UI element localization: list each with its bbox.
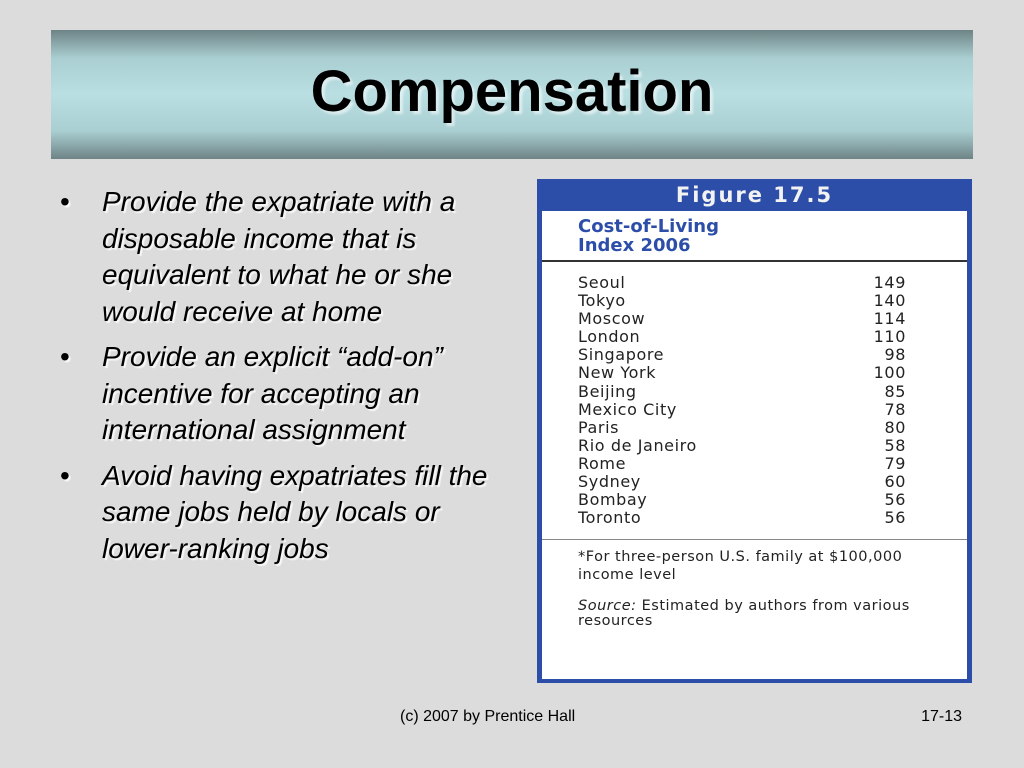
figure-label: Figure 17.5 — [675, 182, 834, 207]
figure-divider — [542, 260, 967, 262]
table-row — [578, 473, 906, 491]
figure-note: *For three-person U.S. family at $100,000 income level — [578, 549, 903, 583]
index-value: 149 — [873, 273, 906, 292]
index-value: 58 — [884, 435, 906, 455]
index-value: 80 — [884, 417, 906, 437]
city-name: New York — [578, 363, 657, 383]
table-row — [578, 455, 906, 473]
index-value: 110 — [873, 327, 906, 347]
city-name: Singapore — [578, 345, 665, 365]
bullet-marker: • — [60, 459, 70, 491]
index-value: 100 — [873, 363, 906, 383]
table-row — [578, 364, 906, 382]
index-value: 85 — [884, 381, 906, 401]
figure-body — [542, 211, 967, 679]
source-label: Source: — [578, 598, 637, 614]
city-name: Tokyo — [578, 291, 626, 311]
index-value: 114 — [873, 309, 906, 329]
source-text: Estimated by authors from various resources — [578, 598, 910, 629]
table-row — [578, 419, 906, 437]
index-value: 60 — [884, 472, 906, 492]
table-row — [578, 310, 906, 328]
table-row — [578, 383, 906, 401]
figure-subtitle — [578, 217, 938, 255]
figure-subtitle-line: Index 2006 — [578, 235, 691, 256]
bullet-text: Provide an explicit “add-on” incentive for accepting an international assignment — [102, 341, 443, 445]
city-name: Mexico City — [578, 399, 677, 419]
city-name: Bombay — [578, 490, 648, 510]
bullet-item — [60, 339, 510, 449]
city-name: Rome — [578, 453, 627, 473]
figure-cost-of-living — [537, 179, 972, 683]
table-row — [578, 491, 906, 509]
city-name: Seoul — [578, 273, 626, 292]
bullet-marker: • — [60, 186, 70, 217]
index-value: 140 — [873, 291, 906, 311]
footer-copyright: (c) 2007 by Prentice Hall — [400, 708, 576, 725]
table-row — [578, 292, 906, 310]
title-bar — [51, 30, 973, 159]
city-name: Sydney — [578, 472, 641, 492]
table-row — [578, 509, 906, 527]
index-value: 56 — [884, 508, 906, 528]
table-row — [578, 346, 906, 364]
bullet-text: Avoid having expatriates fill the same jobs held by locals or lower-ranking jobs — [102, 459, 488, 564]
bullet-list — [60, 184, 510, 576]
index-value: 79 — [884, 453, 906, 473]
cost-of-living-table — [578, 274, 906, 527]
city-name: Moscow — [578, 309, 646, 329]
bullet-marker: • — [60, 341, 70, 372]
bullet-text: Provide the expatriate with a disposable income that is equivalent to what he or she would receive at home — [102, 186, 456, 327]
figure-subtitle-line: Cost-of-Living — [578, 216, 719, 237]
table-row — [578, 328, 906, 346]
index-value: 56 — [884, 490, 906, 510]
bullet-item — [60, 458, 510, 568]
city-name: Paris — [578, 417, 620, 437]
city-name: Beijing — [578, 381, 637, 401]
index-value: 78 — [884, 399, 906, 419]
figure-divider — [542, 539, 967, 540]
city-name: London — [578, 327, 641, 347]
bullet-item — [60, 184, 510, 330]
slide-title: Compensation — [310, 59, 714, 124]
table-row — [578, 401, 906, 419]
city-name: Toronto — [578, 508, 642, 528]
footer-page-number: 17-13 — [921, 708, 962, 725]
city-name: Rio de Janeiro — [578, 435, 697, 455]
figure-source — [578, 599, 938, 628]
index-value: 98 — [884, 345, 906, 365]
table-row — [578, 437, 906, 455]
table-row — [578, 274, 906, 292]
